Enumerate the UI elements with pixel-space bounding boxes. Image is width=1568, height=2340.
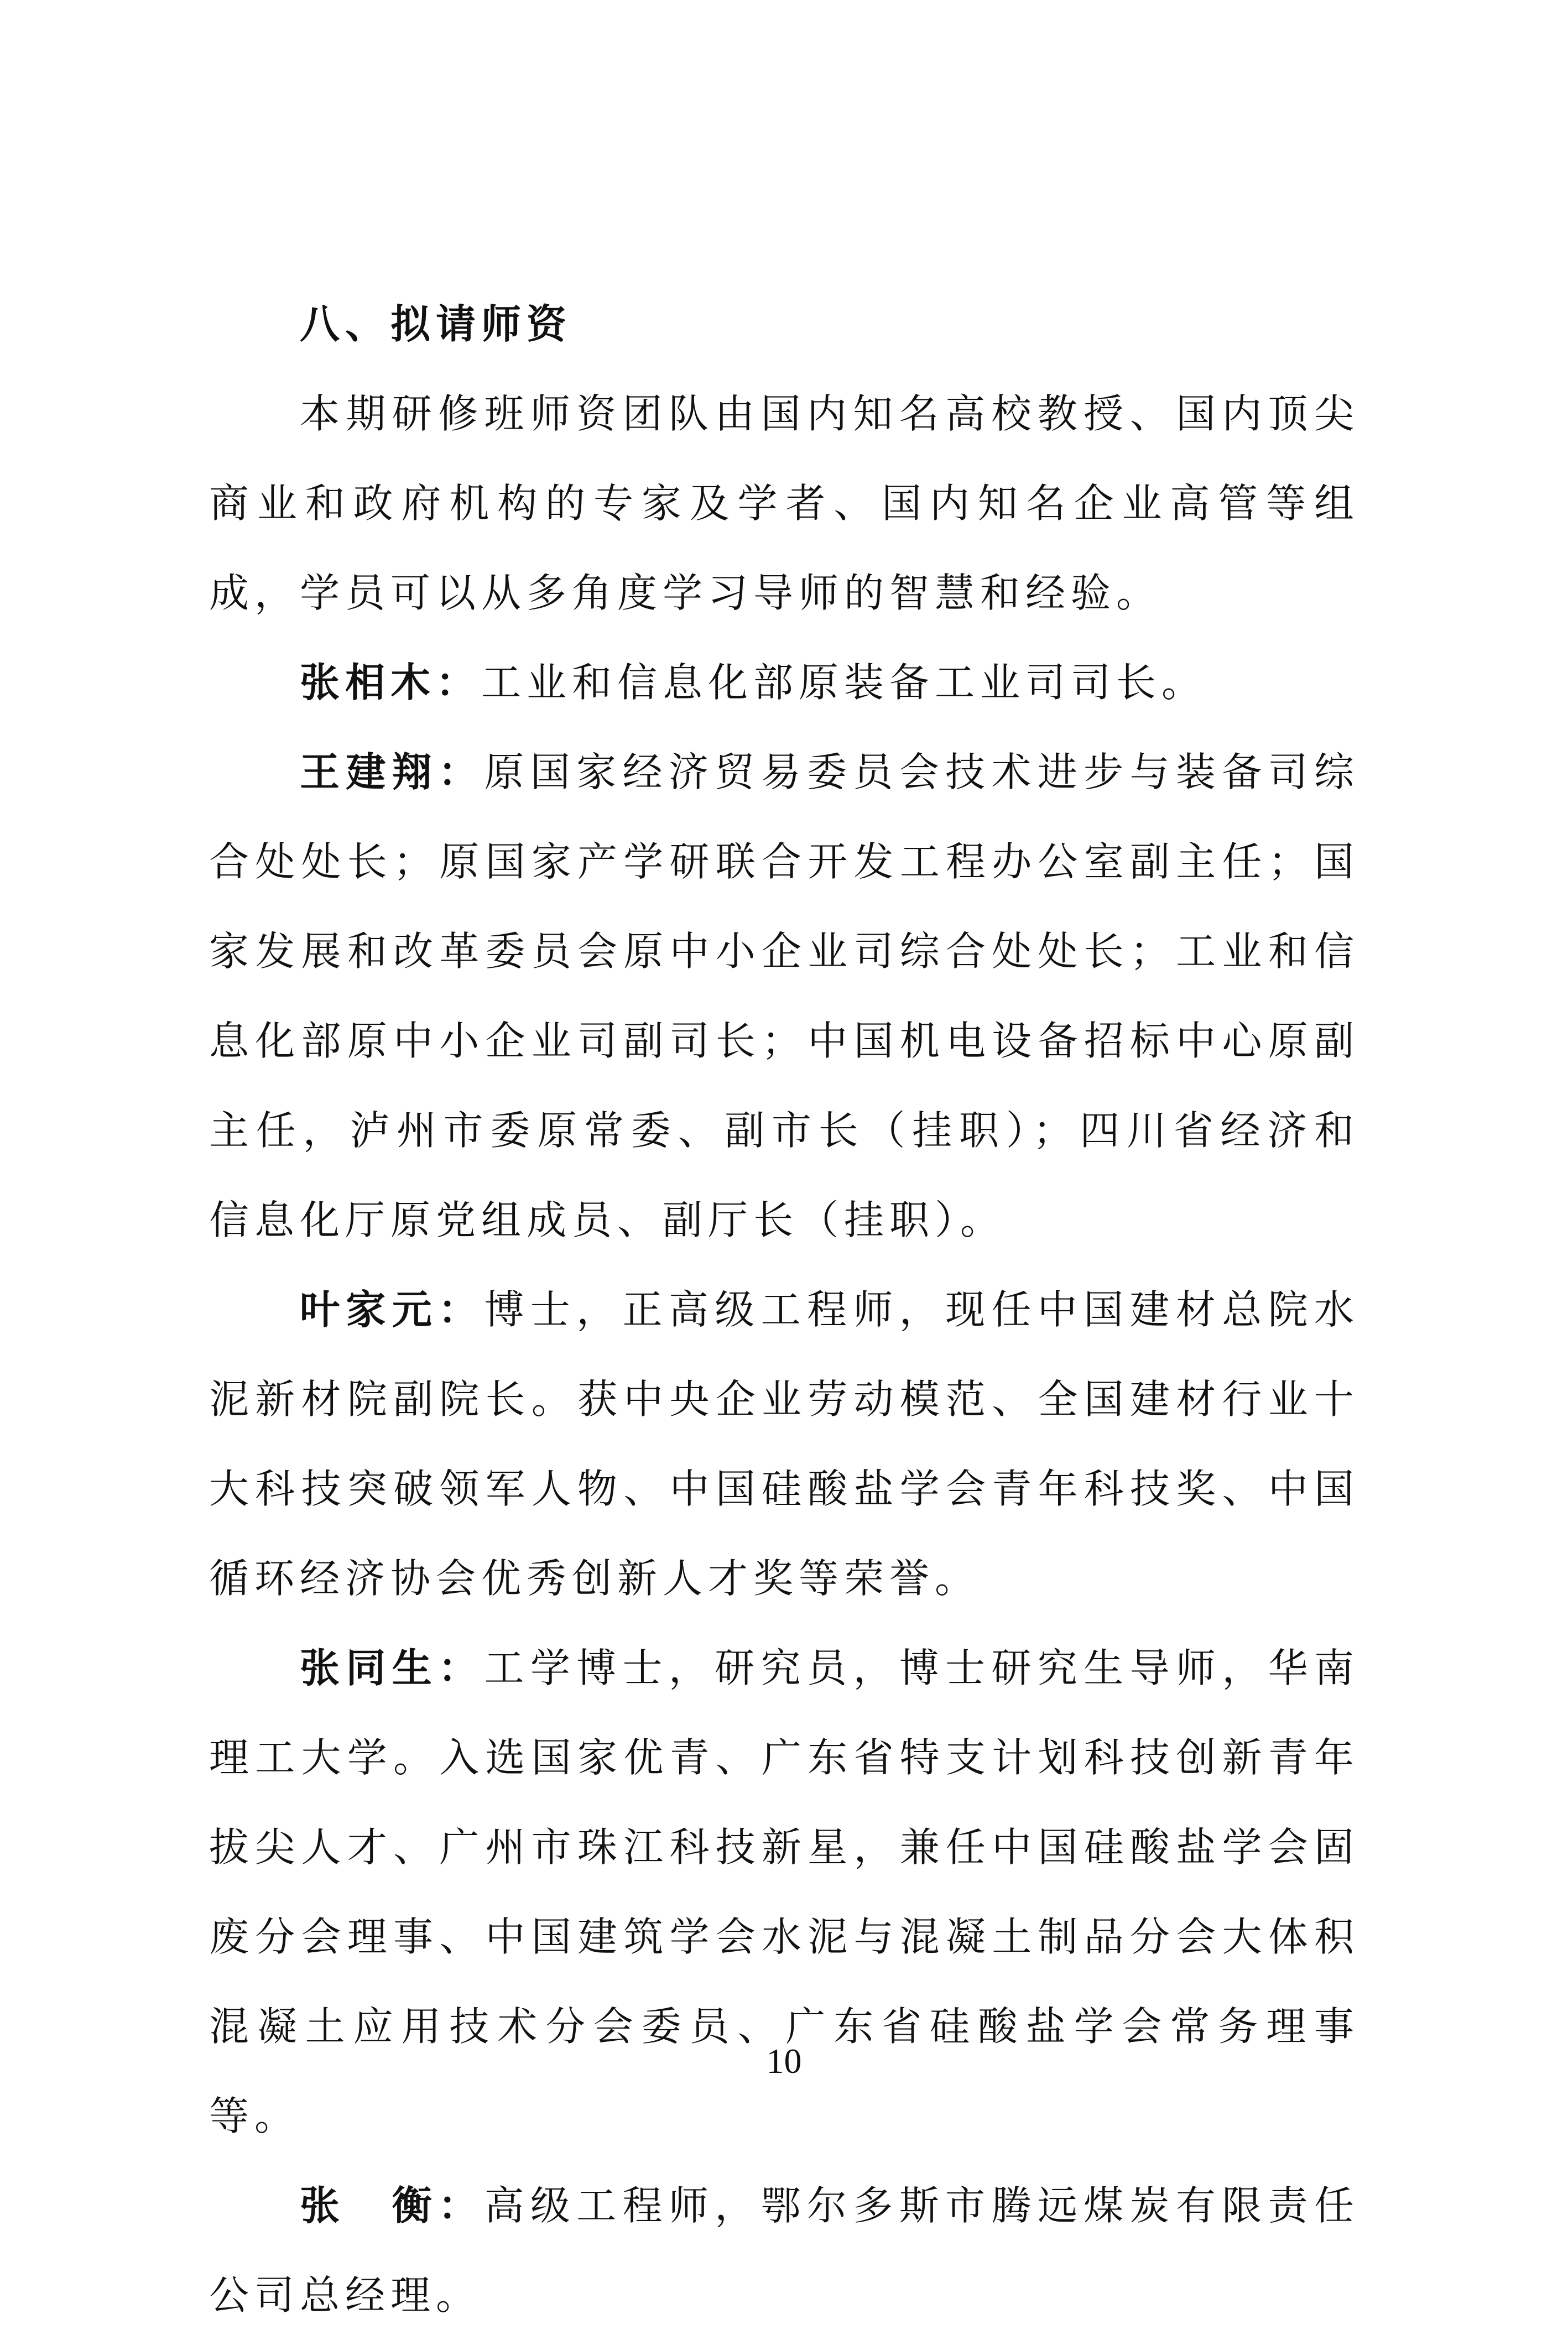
document-body [209,279,1359,2340]
faculty-entry [209,1265,1359,1623]
faculty-bio: 博士，正高级工程师，现任中国建材总院水泥新材院副院长。获中央企业劳动模范、全国建材行业十大科技突破领军人物、中国硅酸盐学会青年科技奖、中国循环经济协会优秀创新人才奖等荣誉。 [209,1286,1359,1602]
faculty-name: 张 衡： [300,2182,485,2229]
section-heading: 八、拟请师资 [300,301,572,347]
faculty-bio: 高级工程师，鄂尔多斯市腾远煤炭有限责任公司总经理。 [209,2182,1359,2318]
faculty-name: 王建翔： [300,749,485,795]
faculty-entry [209,2161,1359,2340]
faculty-entry [209,727,1359,1265]
page-number: 10 [766,2041,802,2081]
faculty-bio: 工业和信息化部原装备工业司司长。 [481,659,1207,706]
faculty-name: 张相木： [300,659,482,706]
faculty-name: 叶家元： [300,1286,485,1333]
faculty-name: 张同生： [300,1645,485,1691]
faculty-bio: 工学博士，研究员，博士研究生导师，华南理工大学。入选国家优青、广东省特支计划科技创新青年拔尖人才、广州市珠江科技新星，兼任中国硅酸盐学会固废分会理事、中国建筑学会水泥与混凝土制品分会大体积混凝土应用技术分会委员、广东省硅酸盐学会常务理事等。 [209,1645,1359,2139]
intro-paragraph: 本期研修班师资团队由国内知名高校教授、国内顶尖商业和政府机构的专家及学者、国内知名企业高管等组成，学员可以从多角度学习导师的智慧和经验。 [209,390,1359,616]
faculty-entry [209,638,1359,727]
faculty-bio: 原国家经济贸易委员会技术进步与装备司综合处处长；原国家产学研联合开发工程办公室副主任；国家发展和改革委员会原中小企业司综合处处长；工业和信息化部原中小企业司副司长；中国机电设备招标中心原副主任，泸州市委原常委、副市长（挂职）；四川省经济和信息化厅原党组成员、副厅长（挂职）。 [209,749,1359,1243]
